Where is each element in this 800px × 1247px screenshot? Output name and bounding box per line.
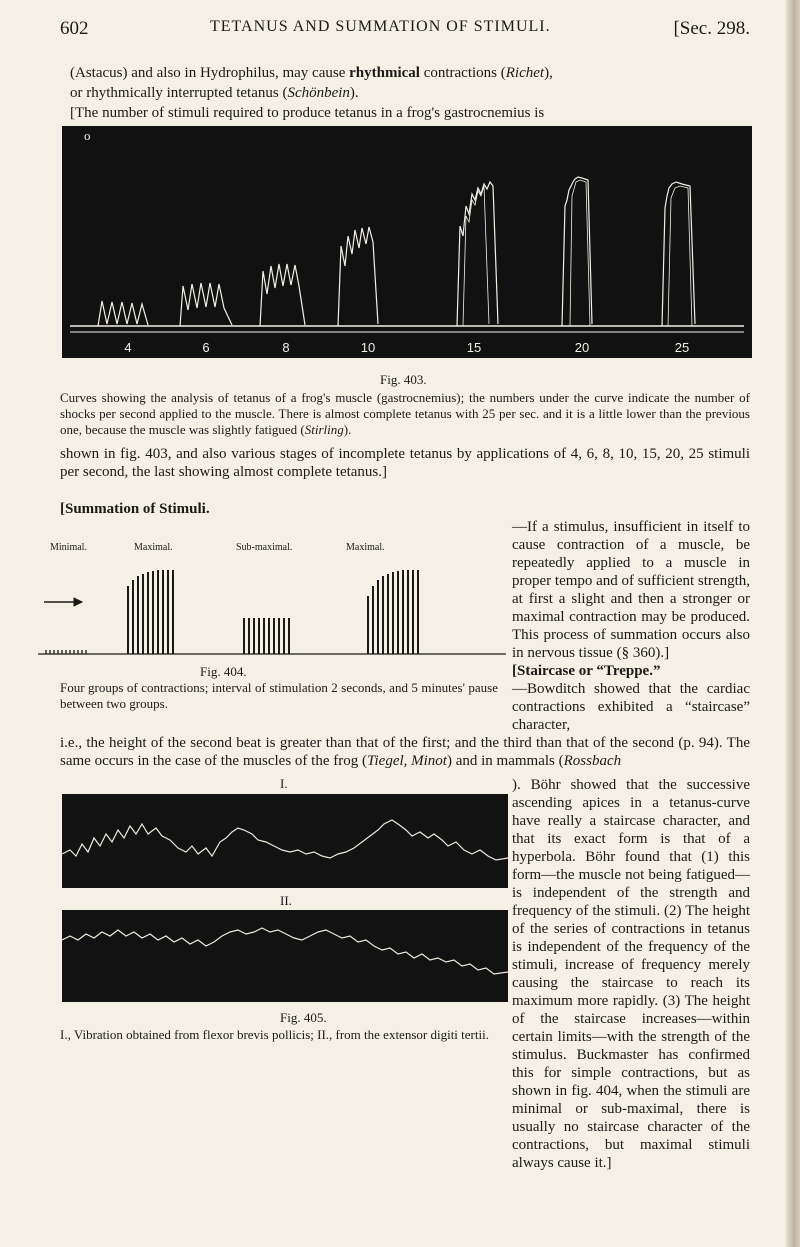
- staircase-heading: [Staircase or “Treppe.”: [512, 663, 661, 679]
- fig403-axis-label-20: 20: [574, 340, 590, 355]
- fig403-tetanus-curves: [62, 126, 752, 358]
- running-header: [60, 18, 750, 46]
- fig405-trace-label-i: I.: [280, 776, 288, 791]
- fig404-label-maximal-1: Maximal.: [134, 542, 173, 553]
- running-title: TETANUS AND SUMMATION OF STIMULI.: [210, 18, 551, 35]
- staircase-text-wide: i.e., the height of the second beat is greater than that of the first; and the third than that of the second (p. 94). The same occurs in the case of the muscles of the frog (Tiegel, Minot) and in mammals (Rossbach: [60, 735, 750, 769]
- fig405-label: Fig. 405.: [280, 1010, 327, 1025]
- fig403-label: Fig. 403.: [380, 372, 427, 387]
- section-number: [Sec. 298.: [673, 18, 750, 39]
- fig403-axis-label-6: 6: [202, 340, 210, 355]
- fig403-caption: Curves showing the analysis of tetanus of a frog's muscle (gastrocnemius); the numbers under the curve indicate the number of shocks per second applied to the muscle. There is almost complete tetanus with 25 per sec. and it is a little lower than the previous one, because the muscle was slightly fatigued (Stirling).: [60, 390, 750, 437]
- fig405-caption: I., Vibration obtained from flexor brevis pollicis; II., from the extensor digiti tertii.: [60, 1027, 489, 1042]
- summation-text: —If a stimulus, insufficient in itself to cause contraction of a muscle, be repeatedly applied to a muscle in proper tempo and of sufficient strength, at first a slight and then a stronger or maximal contraction may be produced. This process of summation occurs also in nervous tissue (§ 360).]: [512, 519, 750, 661]
- intro-line-1: (Astacus) and also in Hydrophilus, may cause rhythmical contractions (Richet),: [70, 65, 553, 81]
- fig404-group-labels: [50, 542, 510, 556]
- intro-line-3: [The number of stimuli required to produce tetanus in a frog's gastrocnemius is: [70, 105, 545, 121]
- intro-line-2: or rhythmically interrupted tetanus (Schönbein).: [70, 85, 359, 101]
- fig403-zero-label: o: [84, 128, 91, 143]
- staircase-text-top: —Bowditch showed that the cardiac contractions exhibited a “staircase” character,: [512, 681, 750, 733]
- page-edge: [786, 0, 800, 1247]
- fig405-trace-ii: [62, 910, 508, 1002]
- fig404-label-submaximal: Sub-maximal.: [236, 542, 293, 553]
- fig404-label: Fig. 404.: [200, 664, 247, 679]
- fig403-axis-label-15: 15: [466, 340, 482, 355]
- fig404-staircase-contractions: [38, 556, 508, 658]
- staircase-text-right: ). Böhr showed that the successive ascending apices in a tetanus-curve have really a staircase character, and that its exact form is that of a hyperbola. Böhr found that (1) this form—the muscle not being fatigued—is independent of the strength and frequency of the stimuli. (2) The height of the series of contractions in tetanus is independent of the frequency of the stimuli, increase of frequency merely causing the staircase to reach its maximum more rapidly. (3) The height of the staircase increases—within certain limits—with the strength of the stimulus. Buckmaster has confirmed this for simple contractions, but as shown in fig. 404, when the stimuli are minimal or sub-maximal, there is usually no staircase character of the contractions, but maximal stimuli always cause it.]: [512, 777, 750, 1171]
- fig404-label-maximal-2: Maximal.: [346, 542, 385, 553]
- fig404-label-minimal: Minimal.: [50, 542, 87, 553]
- fig405-trace-i: [62, 794, 508, 888]
- para-shown: shown in fig. 403, and also various stages of incomplete tetanus by applications of 4, 6, 8, 10, 15, 20, 25 stimuli per second, the last showing almost complete tetanus.]: [60, 446, 750, 480]
- fig403-axis-label-4: 4: [124, 340, 132, 355]
- fig403-axis-label-8: 8: [282, 340, 290, 355]
- fig403-axis-label-25: 25: [674, 340, 690, 355]
- fig403-axis-label-10: 10: [360, 340, 376, 355]
- summation-heading: [Summation of Stimuli.: [60, 501, 210, 517]
- fig404-caption: Four groups of contractions; interval of stimulation 2 seconds, and 5 minutes' pause between two groups.: [60, 680, 498, 711]
- fig405-trace-label-ii: II.: [280, 893, 292, 908]
- page-number: 602: [60, 18, 89, 39]
